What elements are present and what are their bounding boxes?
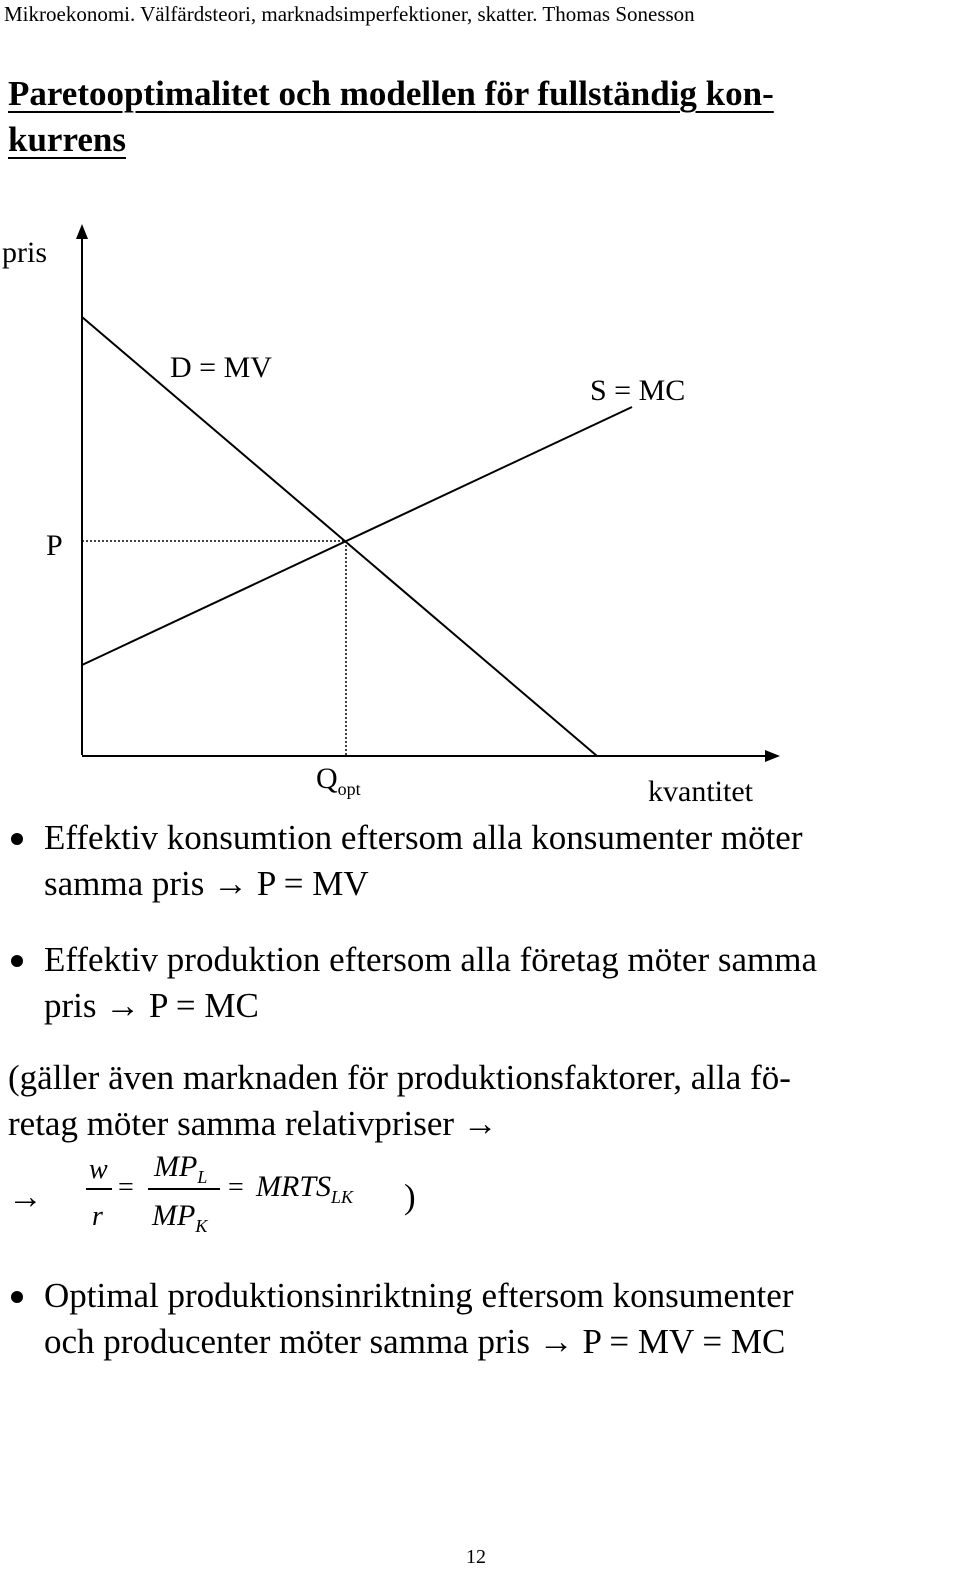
price-label: P	[46, 529, 63, 562]
formula-equals-2: =	[228, 1172, 244, 1203]
x-axis-arrowhead	[765, 750, 780, 762]
bullet-2-line-1: Effektiv produktion eftersom alla företag möter samma	[44, 940, 817, 979]
bullet-point	[11, 955, 23, 967]
bullet-point	[11, 1291, 23, 1303]
formula-mpl-sub: L	[197, 1167, 208, 1187]
y-axis-label: pris	[2, 236, 47, 269]
formula-fraction-bar	[86, 1188, 112, 1190]
y-axis-arrowhead	[76, 224, 88, 239]
formula-mpl	[154, 1150, 207, 1188]
quantity-label-sub: opt	[337, 779, 361, 799]
formula-r: r	[92, 1201, 103, 1232]
formula-mpk	[152, 1199, 207, 1237]
demand-label: D = MV	[170, 351, 272, 384]
running-header: Mikroekonomi. Välfärdsteori, marknadsimperfektioner, skatter. Thomas Sonesson	[4, 2, 695, 26]
formula-equals-1: =	[118, 1172, 134, 1203]
quantity-label	[316, 762, 361, 799]
bullet-3-line-1: Optimal produktionsinriktning eftersom konsumenter	[44, 1276, 794, 1315]
formula-mpk-sub: K	[195, 1216, 208, 1236]
formula-mpl-main: MP	[154, 1150, 198, 1183]
note-line-2: retag möter samma relativpriser →	[8, 1104, 498, 1143]
formula-mpk-main: MP	[152, 1199, 196, 1232]
x-axis-label: kvantitet	[648, 775, 753, 808]
formula-fraction-bar	[148, 1188, 220, 1190]
bullet-1-line-2: samma pris → P = MV	[44, 864, 369, 903]
formula-arrow: →	[8, 1177, 43, 1216]
bullet-3-line-2: och producenter möter samma pris → P = MV = MC	[44, 1322, 786, 1361]
supply-demand-diagram	[0, 215, 960, 815]
formula-mrts-main: MRTS	[256, 1170, 331, 1203]
page-title-line-1: Paretooptimalitet och modellen för fullständig kon-	[8, 74, 774, 113]
page-title-line-2: kurrens	[8, 120, 126, 159]
formula-w: w	[89, 1154, 108, 1185]
formula-mrts	[256, 1170, 353, 1208]
bullet-point	[11, 833, 23, 845]
formula-mrts-sub: LK	[331, 1187, 354, 1207]
bullet-2-line-2: pris → P = MC	[44, 986, 259, 1025]
page-number: 12	[466, 1546, 486, 1568]
quantity-label-main: Q	[316, 762, 338, 795]
demand-curve	[82, 317, 597, 756]
bullet-1-line-1: Effektiv konsumtion eftersom alla konsumenter möter	[44, 818, 803, 857]
formula-close-paren: )	[404, 1177, 416, 1216]
supply-label: S = MC	[590, 374, 686, 407]
note-line-1: (gäller även marknaden för produktionsfaktorer, alla fö-	[8, 1058, 791, 1097]
supply-curve	[82, 407, 632, 665]
